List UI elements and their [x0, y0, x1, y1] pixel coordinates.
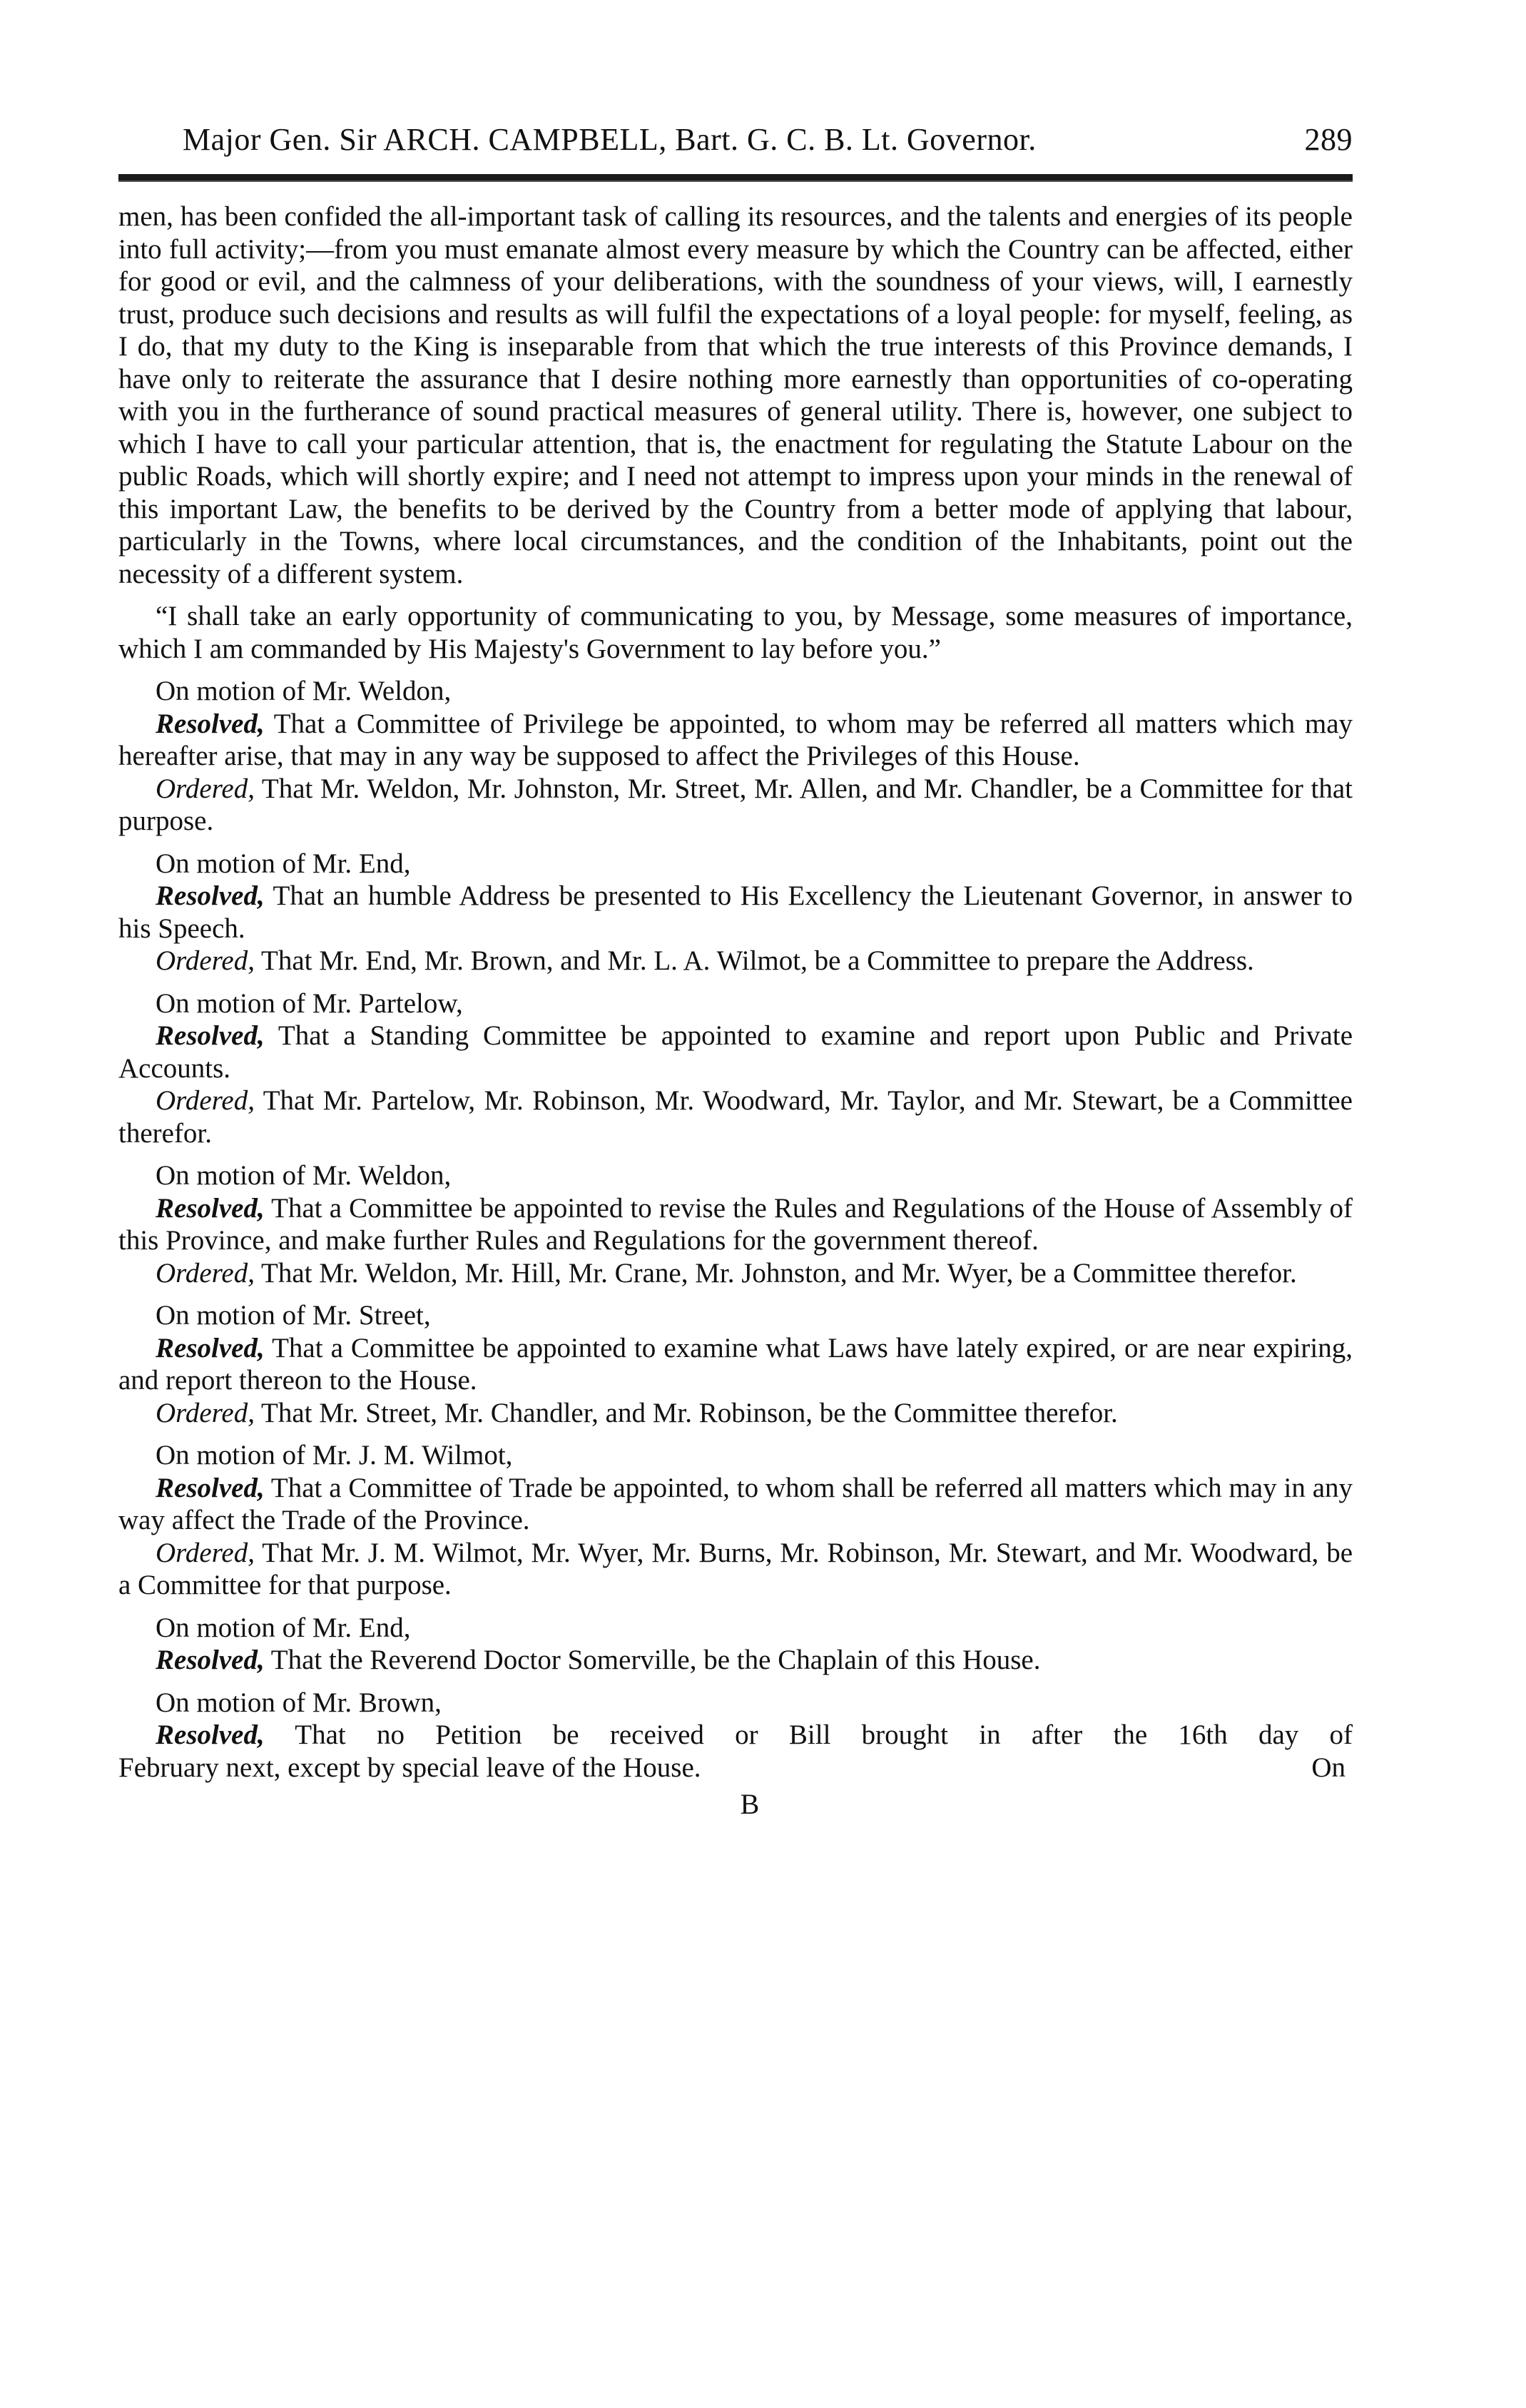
- resolution: [118, 1472, 1353, 1537]
- speech-paragraph: men, has been confided the all-important task of calling its resources, and the talents and energies of its people into full activity;—from you must emanate almost every measure by which the Country can be affected, either for good or evil, and the calmness of your deliberations, with the soundness of your views, will, I earnestly trust, produce such decisions and results as will fulfil the expectations of a loyal people: for myself, feeling, as I do, that my duty to the King is inseparable from that which the true interests of this Province demands, I have only to reiterate the assurance that I desire nothing more earnestly than opportunities of co-operating with you in the furtherance of sound practical measures of general utility. There is, however, one subject to which I have to call your particular attention, that is, the enactment for regulating the Statute Labour on the public Roads, which will shortly expire; and I need not attempt to impress upon your minds in the renewal of this important Law, the benefits to be derived by the Country from a better mode of applying that labour, particularly in the Towns, where local circumstances, and the condition of the Inhabitants, point out the necessity of a different system.: [118, 201, 1353, 589]
- ordered-label: Ordered,: [156, 1537, 255, 1568]
- order: [118, 945, 1353, 977]
- resolution-text: That a Committee of Privilege be appointed, to whom may be referred all matters which may hereafter arise, that may in any way be supposed to affect the Privileges of this House.: [118, 708, 1353, 771]
- catchword: On: [1311, 1752, 1346, 1783]
- ordered-label: Ordered,: [156, 945, 255, 976]
- motion-line: On motion of Mr. Weldon,: [156, 1160, 452, 1191]
- resolution: [118, 1332, 1353, 1397]
- ordered-label: Ordered,: [156, 1257, 255, 1289]
- motion-line: On motion of Mr. Brown,: [156, 1687, 442, 1718]
- signature-mark: B: [740, 1788, 760, 1820]
- order-text: That Mr. Street, Mr. Chandler, and Mr. Robinson, be the Committee therefor.: [261, 1397, 1118, 1428]
- order-text: That Mr. End, Mr. Brown, and Mr. L. A. Wilmot, be a Committee to prepare the Address.: [261, 945, 1254, 976]
- resolution-text: That a Committee of Trade be appointed, to whom shall be referred all matters which may in any way affect the Trade of the Province.: [118, 1472, 1353, 1535]
- resolution-text: That a Committee be appointed to examine what Laws have lately expired, or are near expiring, and report thereon to the House.: [118, 1332, 1353, 1396]
- motion-line: On motion of Mr. End,: [156, 1612, 411, 1643]
- ordered-label: Ordered,: [156, 1397, 255, 1428]
- resolution: [118, 1192, 1353, 1257]
- running-header: [118, 121, 1353, 167]
- resolved-label: Resolved,: [156, 880, 265, 911]
- resolved-label: Resolved,: [156, 1472, 265, 1503]
- order: [118, 1537, 1353, 1602]
- resolved-label: Resolved,: [156, 1020, 265, 1051]
- order: [118, 773, 1353, 838]
- resolution-text: That a Committee be appointed to revise the Rules and Regulations of the House of Assembly of this Province, and make further Rules and Regulations for the government thereof.: [118, 1192, 1353, 1256]
- order-text: That Mr. Weldon, Mr. Johnston, Mr. Street, Mr. Allen, and Mr. Chandler, be a Committee for that purpose.: [118, 773, 1353, 836]
- order: [118, 1084, 1353, 1149]
- resolution-text: That no Petition be received or Bill brought in after the 16th day of: [295, 1719, 1353, 1750]
- resolved-label: Resolved,: [156, 1719, 265, 1750]
- resolved-label: Resolved,: [156, 708, 265, 739]
- resolved-label: Resolved,: [156, 1332, 265, 1363]
- motion-line: On motion of Mr. J. M. Wilmot,: [156, 1440, 513, 1470]
- resolution-text: That the Reverend Doctor Somerville, be the Chaplain of this House.: [270, 1645, 1041, 1675]
- resolution: [118, 1644, 1353, 1677]
- document-page: [118, 121, 1353, 2354]
- resolved-label: Resolved,: [156, 1645, 265, 1675]
- motion-line: On motion of Mr. Partelow,: [156, 987, 463, 1019]
- speech-quote: “I shall take an early opportunity of communicating to you, by Message, some measures of importance, which I am commanded by His Majesty's Government to lay before you.”: [118, 601, 1353, 664]
- header-rule: [118, 174, 1353, 182]
- order-text: That Mr. Partelow, Mr. Robinson, Mr. Woodward, Mr. Taylor, and Mr. Stewart, be a Committee therefor.: [118, 1085, 1353, 1149]
- running-title: Major Gen. Sir ARCH. CAMPBELL, Bart. G. C. B. Lt. Governor.: [183, 122, 1037, 157]
- resolution: [118, 880, 1353, 945]
- motion-line: On motion of Mr. End,: [156, 848, 411, 879]
- page-number: 289: [1304, 122, 1353, 157]
- resolution: [118, 1719, 1353, 1752]
- page-body: [118, 200, 1353, 1821]
- ordered-label: Ordered,: [156, 1085, 255, 1116]
- motion-line: On motion of Mr. Street,: [156, 1300, 431, 1331]
- order: [118, 1257, 1353, 1290]
- order-text: That Mr. J. M. Wilmot, Mr. Wyer, Mr. Burns, Mr. Robinson, Mr. Stewart, and Mr. Woodward, be a Committee for that purpose.: [118, 1537, 1353, 1600]
- ordered-label: Ordered,: [156, 773, 255, 804]
- motion-line: On motion of Mr. Weldon,: [156, 676, 452, 706]
- order: [118, 1397, 1353, 1430]
- order-text: That Mr. Weldon, Mr. Hill, Mr. Crane, Mr. Johnston, and Mr. Wyer, be a Committee therefor.: [261, 1257, 1297, 1289]
- resolution-text: That a Standing Committee be appointed to examine and report upon Public and Private Accounts.: [118, 1020, 1353, 1084]
- resolution-text-continued: February next, except by special leave of the House.: [118, 1752, 701, 1783]
- resolution-text: That an humble Address be presented to His Excellency the Lieutenant Governor, in answer to his Speech.: [118, 880, 1353, 944]
- resolved-label: Resolved,: [156, 1192, 265, 1224]
- resolution: [118, 708, 1353, 773]
- resolution: [118, 1020, 1353, 1084]
- last-line: [118, 1752, 1353, 1784]
